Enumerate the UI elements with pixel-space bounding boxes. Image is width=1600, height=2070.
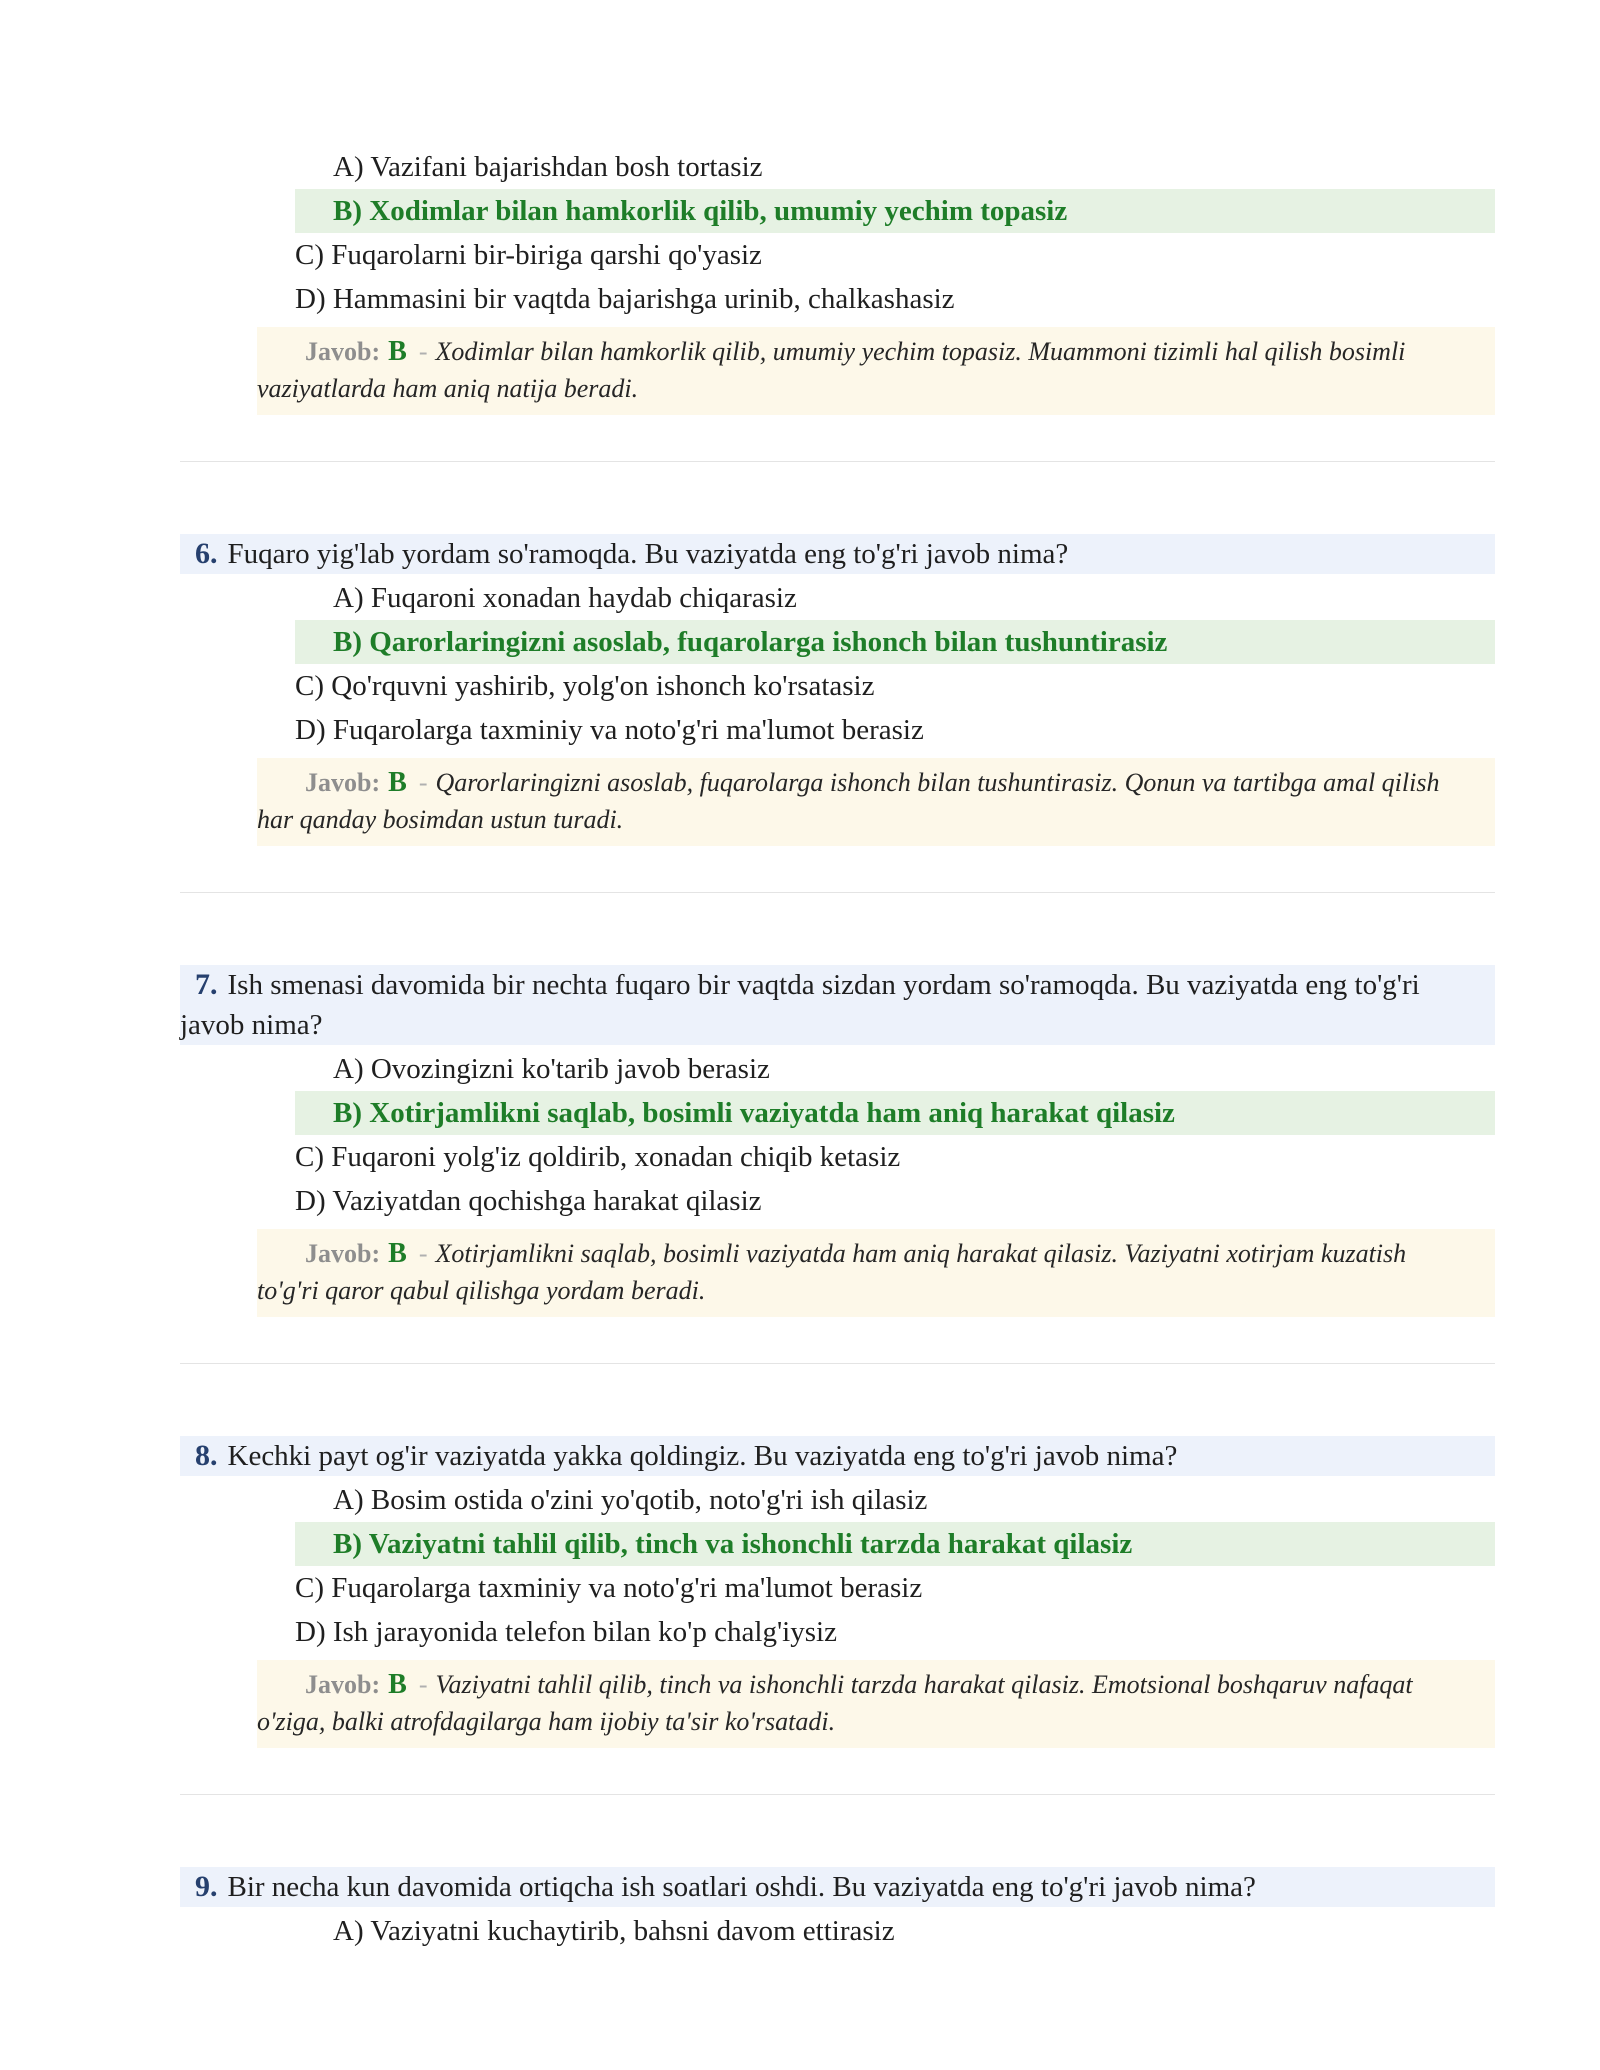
question-number: 8.	[195, 1439, 218, 1472]
option-a: A) Bosim ostida o'zini yo'qotib, noto'g'ri ish qilasiz	[333, 1484, 928, 1516]
option-b-correct: B) Vaziyatni tahlil qilib, tinch va ishonchli tarzda harakat qilasiz	[295, 1522, 1495, 1566]
question-text	[180, 1867, 1495, 1907]
question-text	[180, 965, 1495, 1045]
answer-box	[257, 1229, 1495, 1317]
divider	[180, 1794, 1495, 1795]
answer-dash: -	[418, 768, 428, 797]
answer-label: Javob:	[305, 1670, 381, 1699]
option-d: D) Fuqarolarga taxminiy va noto'g'ri ma'lumot berasiz	[295, 714, 924, 746]
question-number: 9.	[195, 1870, 218, 1903]
divider	[180, 892, 1495, 893]
question-stem: Kechki payt og'ir vaziyatda yakka qoldingiz. Bu vaziyatda eng to'g'ri javob nima?	[227, 1440, 1178, 1472]
option-c: C) Fuqarolarni bir-biriga qarshi qo'yasiz	[295, 239, 762, 271]
answer-explanation: Qarorlaringizni asoslab, fuqarolarga ishonch bilan tushuntirasiz. Qonun va tartibga amal qilish har qanday bosimdan ustun turadi.	[257, 768, 1440, 834]
question-block-8	[180, 1436, 1495, 1795]
option-d: D) Hammasini bir vaqtda bajarishga urinib, chalkashasiz	[295, 283, 955, 315]
answer-explanation: Xodimlar bilan hamkorlik qilib, umumiy yechim topasiz. Muammoni tizimli hal qilish bosimli vaziyatlarda ham aniq natija beradi.	[257, 337, 1406, 403]
question-block-6	[180, 534, 1495, 893]
answer-box	[257, 1660, 1495, 1748]
question-stem: Ish smenasi davomida bir nechta fuqaro bir vaqtda sizdan yordam so'ramoqda. Bu vaziyatda eng to'g'ri javob nima?	[180, 969, 1420, 1041]
answer-letter: B	[388, 767, 407, 798]
question-block-7	[180, 965, 1495, 1364]
question-number: 6.	[195, 537, 218, 570]
page-content	[180, 145, 1495, 1953]
option-c: C) Qo'rquvni yashirib, yolg'on ishonch ko'rsatasiz	[295, 670, 875, 702]
question-block-9	[180, 1867, 1495, 1953]
answer-dash: -	[418, 1239, 428, 1268]
question-text	[180, 1436, 1495, 1476]
question-stem: Fuqaro yig'lab yordam so'ramoqda. Bu vaziyatda eng to'g'ri javob nima?	[227, 538, 1069, 570]
answer-label: Javob:	[305, 1239, 381, 1268]
option-a: A) Ovozingizni ko'tarib javob berasiz	[333, 1053, 770, 1085]
answer-label: Javob:	[305, 337, 381, 366]
divider	[180, 461, 1495, 462]
option-a: A) Vaziyatni kuchaytirib, bahsni davom ettirasiz	[333, 1915, 895, 1947]
answer-dash: -	[418, 337, 428, 366]
option-c: C) Fuqarolarga taxminiy va noto'g'ri ma'lumot berasiz	[295, 1572, 923, 1604]
option-b-correct: B) Xodimlar bilan hamkorlik qilib, umumiy yechim topasiz	[295, 189, 1495, 233]
answer-letter: B	[388, 336, 407, 367]
answer-box	[257, 758, 1495, 846]
answer-letter: B	[388, 1238, 407, 1269]
answer-label: Javob:	[305, 768, 381, 797]
option-b-correct: B) Xotirjamlikni saqlab, bosimli vaziyatda ham aniq harakat qilasiz	[295, 1091, 1495, 1135]
answer-box	[257, 327, 1495, 415]
option-b-correct: B) Qarorlaringizni asoslab, fuqarolarga ishonch bilan tushuntirasiz	[295, 620, 1495, 664]
answer-explanation: Xotirjamlikni saqlab, bosimli vaziyatda ham aniq harakat qilasiz. Vaziyatni xotirjam kuzatish to'g'ri qaror qabul qilishga yordam beradi.	[257, 1239, 1407, 1305]
question-block-5	[180, 145, 1495, 462]
answer-dash: -	[418, 1670, 428, 1699]
option-a: A) Fuqaroni xonadan haydab chiqarasiz	[333, 582, 797, 614]
option-d: D) Vaziyatdan qochishga harakat qilasiz	[295, 1185, 762, 1217]
question-text	[180, 534, 1495, 574]
option-d: D) Ish jarayonida telefon bilan ko'p chalg'iysiz	[295, 1616, 837, 1648]
option-c: C) Fuqaroni yolg'iz qoldirib, xonadan chiqib ketasiz	[295, 1141, 901, 1173]
divider	[180, 1363, 1495, 1364]
answer-explanation: Vaziyatni tahlil qilib, tinch va ishonchli tarzda harakat qilasiz. Emotsional boshqaruv nafaqat o'ziga, balki atrofdagilarga ham ijobiy ta'sir ko'rsatadi.	[257, 1670, 1413, 1736]
question-number: 7.	[195, 968, 218, 1001]
option-a: A) Vazifani bajarishdan bosh tortasiz	[333, 151, 763, 183]
answer-letter: B	[388, 1669, 407, 1700]
question-stem: Bir necha kun davomida ortiqcha ish soatlari oshdi. Bu vaziyatda eng to'g'ri javob nima?	[227, 1871, 1256, 1903]
